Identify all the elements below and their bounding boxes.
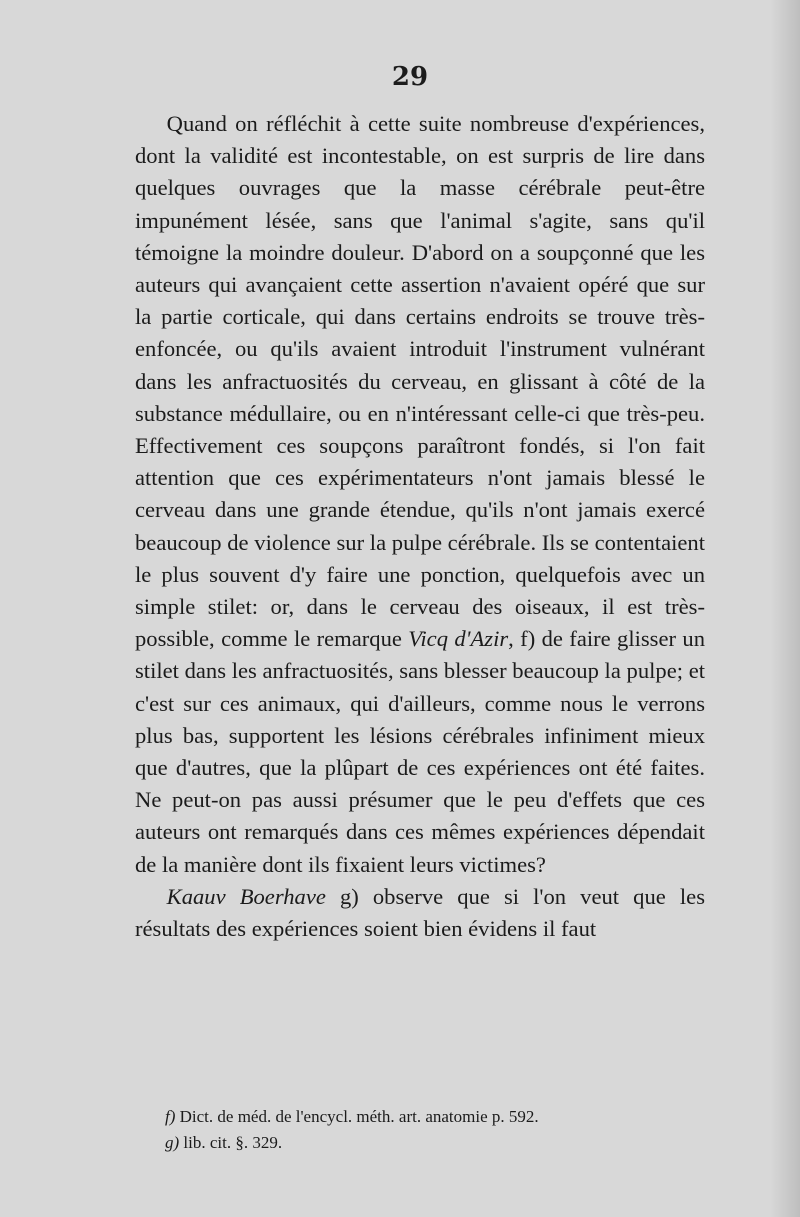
- page-edge-shadow: [770, 0, 800, 1217]
- paragraph-2-text-after: g) observe que si l'on veut que les résultats des expériences soient bien évidens il faut: [135, 883, 705, 942]
- paragraph-2: [135, 881, 705, 945]
- footnote-f: [165, 1104, 685, 1130]
- footnotes: [165, 1104, 685, 1156]
- footnote-g-text: lib. cit. §. 329.: [179, 1133, 283, 1152]
- body-text: [135, 108, 705, 945]
- paragraph-2-author-name: Kaauv Boerhave: [166, 883, 326, 909]
- page-number: 29: [391, 62, 429, 92]
- paragraph-1: [135, 108, 705, 881]
- footnote-g: [165, 1130, 685, 1156]
- footnote-f-mark: f): [165, 1107, 176, 1126]
- footnote-f-text: Dict. de méd. de l'encycl. méth. art. anatomie p. 592.: [175, 1107, 539, 1126]
- footnote-g-mark: g): [165, 1133, 180, 1152]
- paragraph-1-author-name: Vicq d'Azir: [408, 626, 509, 652]
- paragraph-1-text-before: Quand on réfléchit à cette suite nombreuse d'expériences, dont la validité est incontestable, on est surpris de lire dans quelques ouvrages que la masse cérébrale peut-être impunément lésée, sans que l'animal s'agite, sans qu'il témoigne la moindre douleur. D'abord on a soupçonné que les auteurs qui avançaient cette assertion n'avaient opéré que sur la partie corticale, qui dans certains endroits se trouve très-enfoncée, ou qu'ils avaient introduit l'instrument vulnérant dans les anfractuosités du cerveau, en glissant à côté de la substance médullaire, ou en n'intéressant celle-ci que très-peu. Effectivement ces soupçons paraîtront fondés, si l'on fait attention que ces expérimentateurs n'ont jamais blessé le cerveau dans une grande étendue, qu'ils n'ont jamais exercé beaucoup de violence sur la pulpe cérébrale. Ils se contentaient le plus souvent d'y faire une ponction, quelquefois avec un simple stilet: or, dans le cerveau des oiseaux, il est très-possible, comme le remarque: [135, 111, 705, 652]
- paragraph-1-text-after: , f) de faire glisser un stilet dans les anfractuosités, sans blesser beaucoup la pulpe; et c'est sur ces animaux, qui d'ailleurs, comme nous le verrons plus bas, supportent les lésions cérébrales infiniment mieux que d'autres, que la plûpart de ces expériences ont été faites. Ne peut-on pas aussi présumer que le peu d'effets que ces auteurs ont remarqués dans ces mêmes expériences dépendait de la manière dont ils fixaient leurs victimes?: [135, 626, 705, 877]
